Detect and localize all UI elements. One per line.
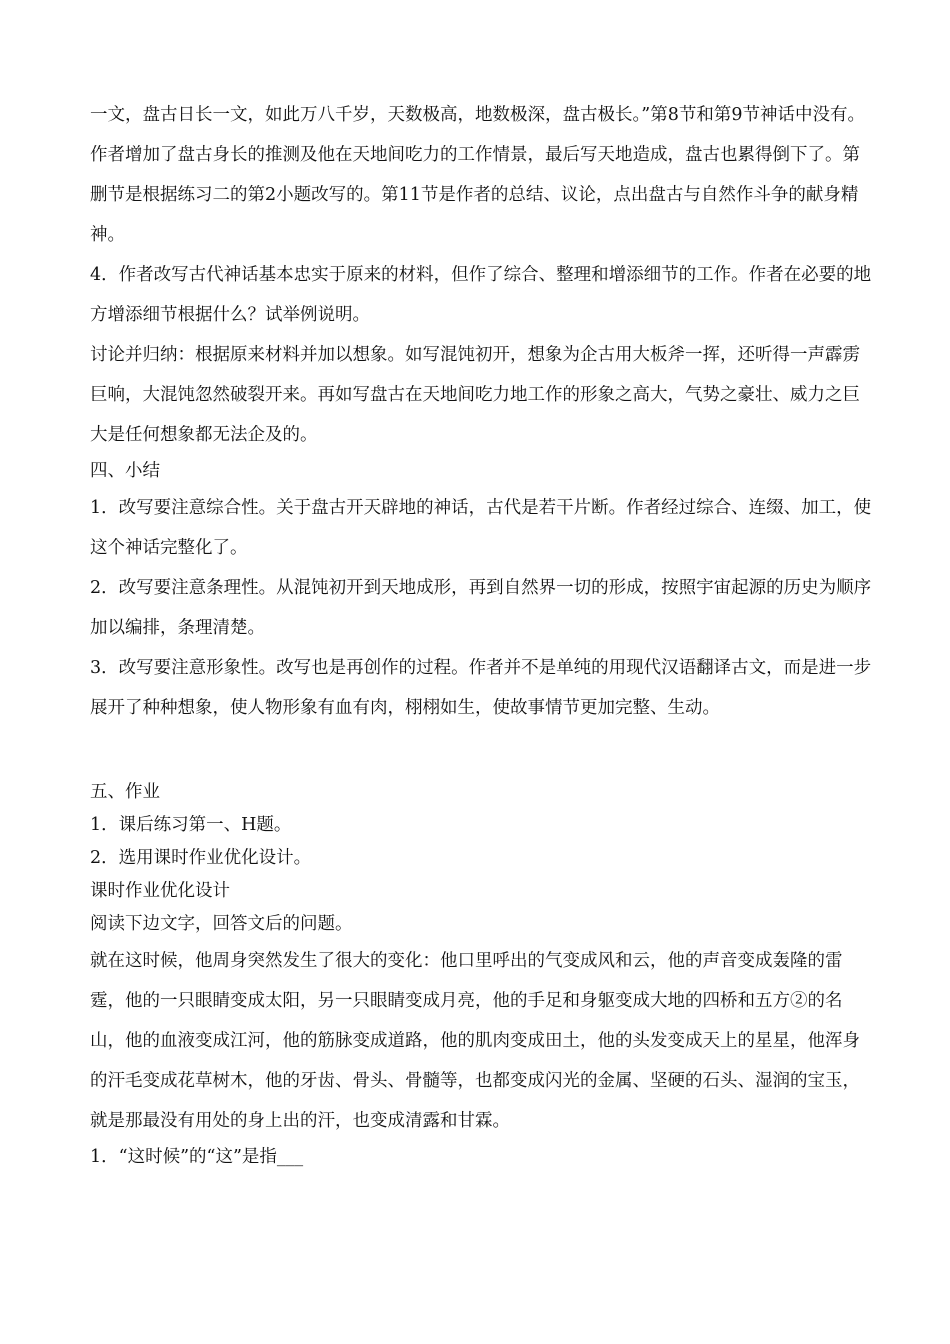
homework-item-2: 2．选用课时作业优化设计。 bbox=[90, 848, 312, 868]
blank-spacer bbox=[90, 728, 874, 776]
summary-point-3: 3．改写要注意形象性。改写也是再创作的过程。作者并不是单纯的用现代汉语翻译古文，而是进一步展开了种种想象，使人物形象有血有肉，栩栩如生，使故事情节更加完整、生动。 bbox=[90, 658, 872, 718]
exercise-title: 课时作业优化设计 bbox=[90, 881, 230, 901]
document-page bbox=[90, 95, 874, 1174]
discussion-answer: 讨论并归纳：根据原来材料并加以想象。如写混饨初开，想象为企古用大板斧一挥，还听得一声霹雳巨响，大混饨忽然破裂开来。再如写盘古在天地间吃力地工作的形象之高大，气势之豪壮、威力之巨大是任何想象都无法企及的。 bbox=[90, 345, 860, 445]
question-4: 4．作者改写古代神话基本忠实于原来的材料，但作了综合、整理和增添细节的工作。作者在必要的地方增添细节根据什么？试举例说明。 bbox=[90, 265, 872, 325]
section-heading-summary: 四、小结 bbox=[90, 461, 160, 481]
paragraph-pangu-sections: 一文，盘古日长一文，如此万八千岁，天数极高，地数极深，盘古极长。”第8节和第9节神话中没有。作者增加了盘古身长的推测及他在天地间吃力的工作情景，最后写天地造成，盘古也累得倒下了。第删节是根据练习二的第2小题改写的。第11节是作者的总结、议论，点出盘古与自然作斗争的献身精神。 bbox=[90, 105, 865, 245]
exercise-question-1: 1．“这时候”的“这”是指___ bbox=[90, 1147, 304, 1167]
summary-point-1: 1．改写要注意综合性。关于盘古开天辟地的神话，古代是若干片断。作者经过综合、连缀、加工，使这个神话完整化了。 bbox=[90, 498, 872, 558]
homework-item-1: 1．课后练习第一、H题。 bbox=[90, 815, 292, 835]
reading-passage: 就在这时候，他周身突然发生了很大的变化：他口里呼出的气变成风和云，他的声音变成轰隆的雷霆，他的一只眼睛变成太阳，另一只眼睛变成月亮，他的手足和身躯变成大地的四桥和五方②的名山，他的血液变成江河，他的筋脉变成道路，他的肌肉变成田土，他的头发变成天上的星星，他浑身的汗毛变成花草树木，他的牙齿、骨头、骨髓等，也都变成闪光的金属、坚硬的石头、湿润的宝玉，就是那最没有用处的身上出的汗，也变成清露和甘霖。 bbox=[90, 951, 860, 1131]
section-heading-homework: 五、作业 bbox=[90, 782, 160, 802]
summary-point-2: 2．改写要注意条理性。从混饨初开到天地成形，再到自然界一切的形成，按照宇宙起源的历史为顺序加以编排，条理清楚。 bbox=[90, 578, 872, 638]
exercise-instruction: 阅读下边文字，回答文后的问题。 bbox=[90, 914, 353, 934]
